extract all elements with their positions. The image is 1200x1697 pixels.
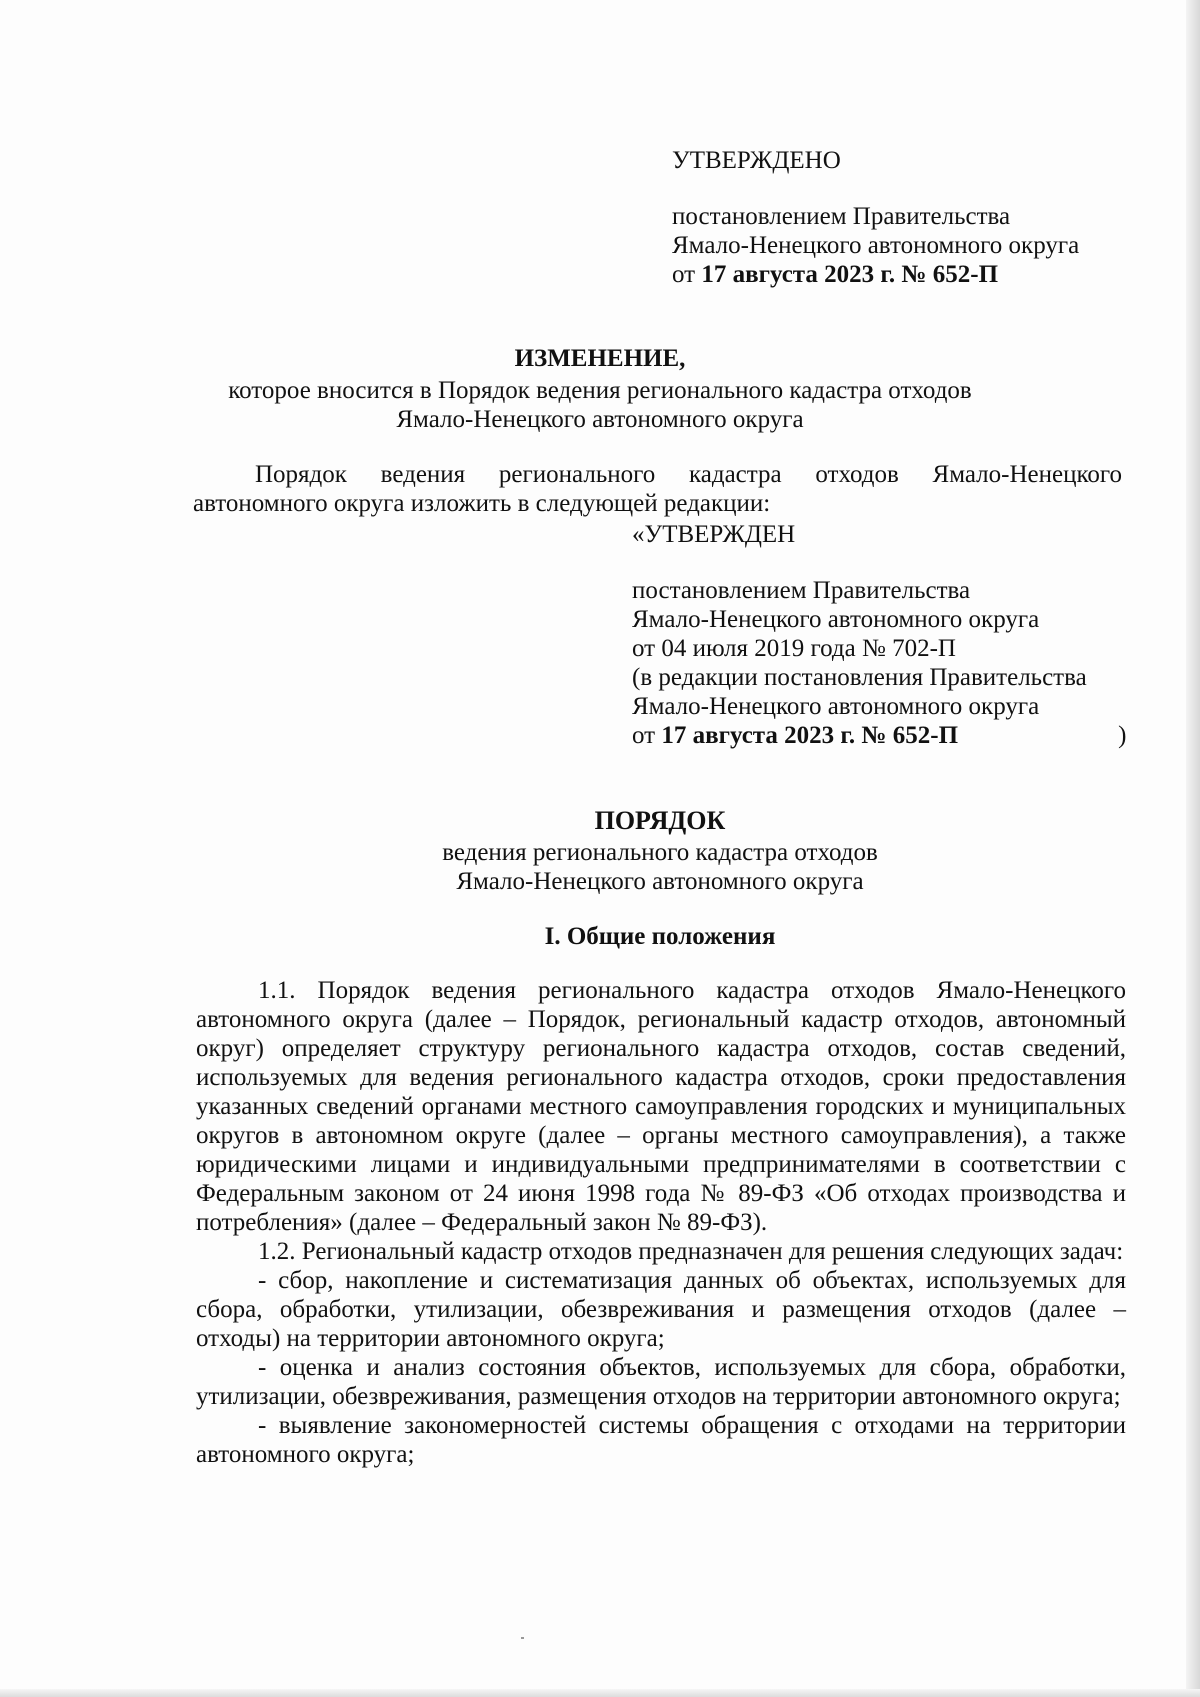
approval2-line-5: Ямало-Ненецкого автономного округа — [632, 693, 1040, 720]
approval-line-1: постановлением Правительства — [672, 203, 1011, 230]
change-title: ИЗМЕНЕНИЕ, — [514, 345, 686, 372]
change-subtitle-2: Ямало-Ненецкого автономного округа — [396, 406, 804, 433]
approval-line-2: Ямало-Ненецкого автономного округа — [672, 232, 1080, 259]
approval2-date-number: 17 августа 2023 г. № 652-П — [661, 722, 959, 749]
approval2-close-bracket: ) — [1118, 722, 1127, 749]
section-heading: I. Общие положения — [544, 923, 776, 950]
intro-text: Порядок ведения регионального кадастра отходов Ямало-Ненецкого автономного округа изложить в следующей редакции: — [193, 461, 1122, 517]
order-subtitle-1: ведения регионального кадастра отходов — [442, 839, 878, 866]
scan-bottom-edge — [0, 1689, 1200, 1697]
approval2-heading: «УТВЕРЖДЕН — [632, 521, 796, 548]
approval2-line-4: (в редакции постановления Правительства — [632, 664, 1087, 691]
change-subtitle-1: которое вносится в Порядок ведения регионального кадастра отходов — [228, 377, 972, 404]
list-item: - оценка и анализ состояния объектов, используемых для сбора, обработки, утилизации, обезвреживания, размещения отходов на территории автономного округа; — [196, 1354, 1126, 1410]
approval2-decree — [632, 576, 1132, 750]
paragraph-1-2: 1.2. Региональный кадастр отходов предназначен для решения следующих задач: — [258, 1238, 1124, 1265]
scan-dot — [521, 1637, 524, 1639]
approval-date-prefix: от — [672, 261, 702, 288]
approval-heading: УТВЕРЖДЕНО — [672, 147, 841, 174]
list-item: - сбор, накопление и систематизация данных об объектах, используемых для сбора, обработки, утилизации, обезвреживания и размещения отходов (далее – отходы) на территории автономного округа; — [196, 1267, 1126, 1352]
order-subtitle-2: Ямало-Ненецкого автономного округа — [456, 868, 864, 895]
paragraph-1-1: 1.1. Порядок ведения регионального кадастра отходов Ямало-Ненецкого автономного округа (далее – Порядок, региональный кадастр отходов, автономный округ) определяет структуру регионального кадастра отходов, состав сведений, используемых для ведения регионального кадастра отходов, сроки предоставления указанных сведений органами местного самоуправления городских и муниципальных округов в автономном округе (далее – органы местного самоуправления), а также юридическими лицами и индивидуальными предпринимателями в соответствии с Федеральным законом от 24 июня 1998 года № 89-ФЗ «Об отходах производства и потребления» (далее – Федеральный закон № 89-ФЗ). — [196, 977, 1126, 1236]
approval2-date-prefix: от — [632, 722, 662, 749]
approval2-line-3: от 04 июля 2019 года № 702-П — [632, 635, 956, 662]
document-body — [196, 976, 1126, 1469]
approval2-line-2: Ямало-Ненецкого автономного округа — [632, 606, 1040, 633]
approval-date-number: 17 августа 2023 г. № 652-П — [701, 261, 999, 288]
approval2-line-6 — [632, 721, 1132, 750]
approval2-line-1: постановлением Правительства — [632, 577, 971, 604]
approval-line-3 — [672, 260, 1132, 289]
order-title: ПОРЯДОК — [594, 806, 726, 835]
list-item: - выявление закономерностей системы обращения с отходами на территории автономного округа; — [196, 1412, 1126, 1468]
intro-paragraph — [193, 460, 1122, 518]
approval-decree — [672, 202, 1132, 289]
scan-right-edge — [1186, 0, 1200, 1697]
